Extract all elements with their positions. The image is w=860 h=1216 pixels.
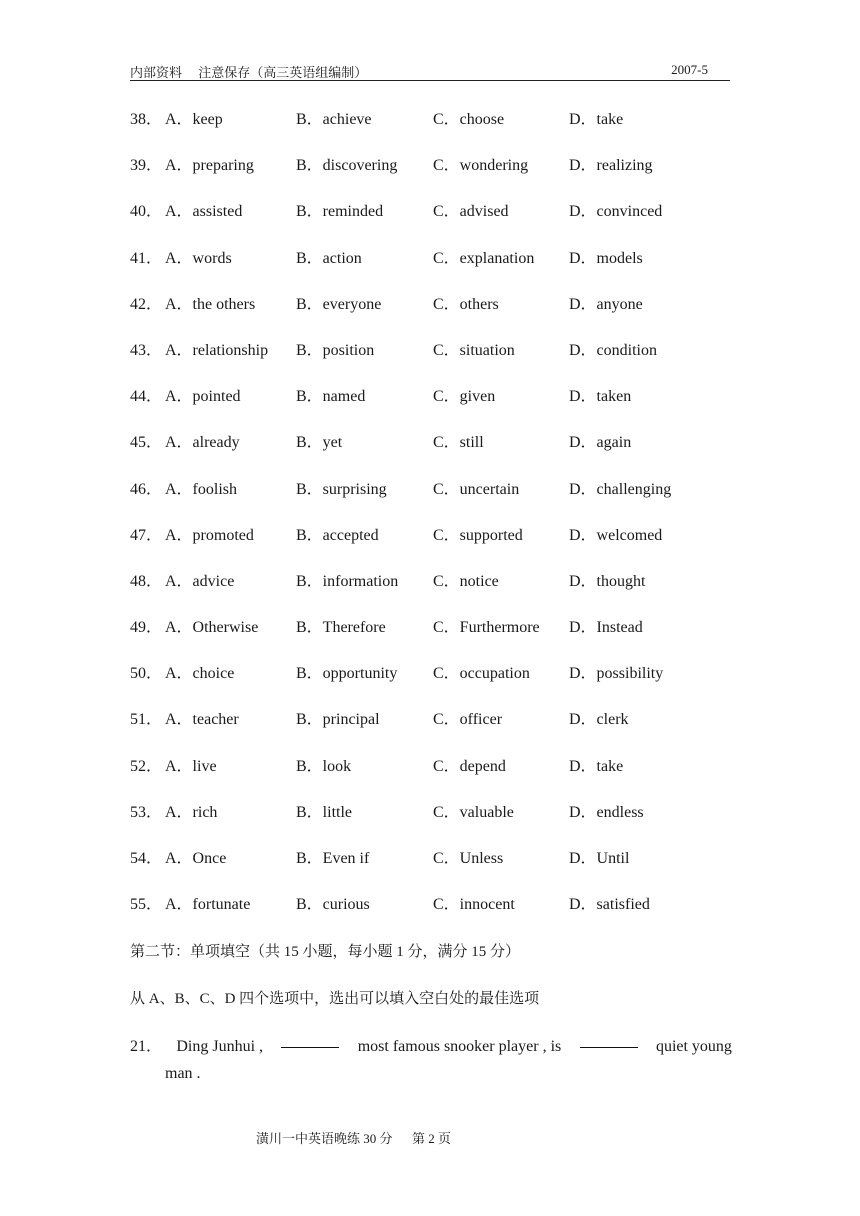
option-c: C．choose	[433, 111, 505, 128]
option-c: C．still	[433, 434, 484, 452]
question-number: 39．	[130, 157, 163, 175]
option-a: A．Otherwise	[165, 619, 259, 637]
option-b: B．accepted	[296, 526, 379, 544]
question-number: 46．	[130, 480, 163, 498]
option-c: C．advised	[433, 203, 509, 221]
question-number: 53．	[130, 803, 163, 821]
option-a: A．pointed	[165, 388, 241, 406]
question-number: 44．	[130, 388, 163, 406]
q21-number: 21．	[130, 1038, 163, 1055]
q21-blank-1	[281, 1033, 339, 1048]
option-b: B．surprising	[296, 480, 387, 498]
option-a: A．the others	[165, 295, 256, 313]
option-a: A．preparing	[165, 157, 254, 175]
option-d: D．welcomed	[569, 526, 663, 544]
option-d: D．satisfied	[569, 896, 650, 914]
option-a: A．teacher	[165, 711, 239, 729]
option-c: C．officer	[433, 711, 503, 729]
option-d: D．challenging	[569, 480, 672, 498]
option-d: D．realizing	[569, 157, 653, 175]
option-a: A．foolish	[165, 480, 238, 498]
option-b: B．Even if	[296, 850, 370, 867]
option-c: C．valuable	[433, 803, 514, 821]
option-c: C．others	[433, 295, 499, 313]
section-title: 第二节：单项填空（共 15 小题，每小题 1 分，满分 15 分）	[130, 944, 521, 960]
option-c: C．wondering	[433, 157, 529, 175]
option-a: A．Once	[165, 850, 227, 867]
option-a: A．advice	[165, 572, 235, 590]
option-d: D．Until	[569, 850, 630, 867]
page-header	[130, 60, 730, 81]
question-number: 49．	[130, 619, 163, 637]
option-a: A．assisted	[165, 203, 243, 221]
option-d: D．taken	[569, 388, 632, 406]
option-b: B．achieve	[296, 111, 372, 128]
question-number: 48．	[130, 572, 163, 590]
option-b: B．curious	[296, 896, 370, 914]
q21-blank-2	[580, 1033, 638, 1048]
option-c: C．depend	[433, 757, 506, 775]
option-b: B．everyone	[296, 295, 382, 313]
question-number: 41．	[130, 249, 163, 267]
option-c: C．innocent	[433, 896, 515, 914]
option-b: B．look	[296, 757, 352, 775]
q21-text-4: man .	[165, 1065, 201, 1082]
option-d: D．clerk	[569, 711, 629, 729]
option-a: A．already	[165, 434, 240, 452]
option-a: A．choice	[165, 665, 235, 683]
question-number: 38．	[130, 111, 163, 128]
option-a: A．relationship	[165, 341, 269, 359]
question-21	[130, 1033, 732, 1087]
option-d: D．endless	[569, 803, 644, 821]
option-c: C．notice	[433, 572, 499, 590]
option-c: C．Furthermore	[433, 619, 540, 637]
option-d: D．Instead	[569, 619, 643, 637]
question-number: 42．	[130, 295, 163, 313]
question-number: 54．	[130, 850, 163, 867]
option-b: B．little	[296, 803, 353, 821]
question-number: 47．	[130, 526, 163, 544]
option-c: C．situation	[433, 341, 515, 359]
option-a: A．rich	[165, 803, 218, 821]
option-c: C．explanation	[433, 249, 535, 267]
question-number: 45．	[130, 434, 163, 452]
option-b: B．discovering	[296, 157, 398, 175]
option-d: D．take	[569, 757, 624, 775]
option-c: C．occupation	[433, 665, 530, 683]
page-footer: 潢川一中英语晚练 30 分 第 2 页	[256, 1131, 452, 1146]
option-b: B．Therefore	[296, 619, 386, 637]
header-date: 2007-5	[671, 62, 708, 77]
option-d: D．thought	[569, 572, 646, 590]
option-d: D．possibility	[569, 665, 664, 683]
section-instruction: 从 A、B、C、D 四个选项中，选出可以填入空白处的最佳选项	[130, 991, 540, 1007]
option-d: D．again	[569, 434, 632, 452]
option-c: C．given	[433, 388, 496, 406]
option-b: B．opportunity	[296, 665, 398, 683]
option-c: C．uncertain	[433, 480, 520, 498]
option-a: A．keep	[165, 111, 223, 128]
option-b: B．position	[296, 341, 375, 359]
option-a: A．promoted	[165, 526, 254, 544]
option-a: A．words	[165, 249, 232, 267]
question-number: 43．	[130, 341, 163, 359]
option-b: B．principal	[296, 711, 380, 729]
question-number: 55．	[130, 896, 163, 914]
question-number: 50．	[130, 665, 163, 683]
option-d: D．anyone	[569, 295, 643, 313]
question-number: 40．	[130, 203, 163, 221]
option-b: B．information	[296, 572, 399, 590]
q21-text-2: most famous snooker player , is	[357, 1038, 562, 1055]
header-left-text: 内部资料 注意保存（高三英语组编制）	[130, 65, 368, 80]
q21-text-1: Ding Junhui ,	[176, 1038, 264, 1055]
question-number: 51．	[130, 711, 163, 729]
option-b: B．yet	[296, 434, 343, 452]
option-a: A．fortunate	[165, 896, 251, 914]
option-d: D．convinced	[569, 203, 663, 221]
option-c: C．Unless	[433, 850, 504, 867]
option-a: A．live	[165, 757, 217, 775]
option-b: B．reminded	[296, 203, 384, 221]
option-b: B．action	[296, 249, 362, 267]
option-b: B．named	[296, 388, 366, 406]
option-c: C．supported	[433, 526, 523, 544]
q21-text-3: quiet young	[655, 1038, 732, 1055]
option-d: D．condition	[569, 341, 657, 359]
option-d: D．take	[569, 111, 624, 128]
option-d: D．models	[569, 249, 643, 267]
question-number: 52．	[130, 757, 163, 775]
